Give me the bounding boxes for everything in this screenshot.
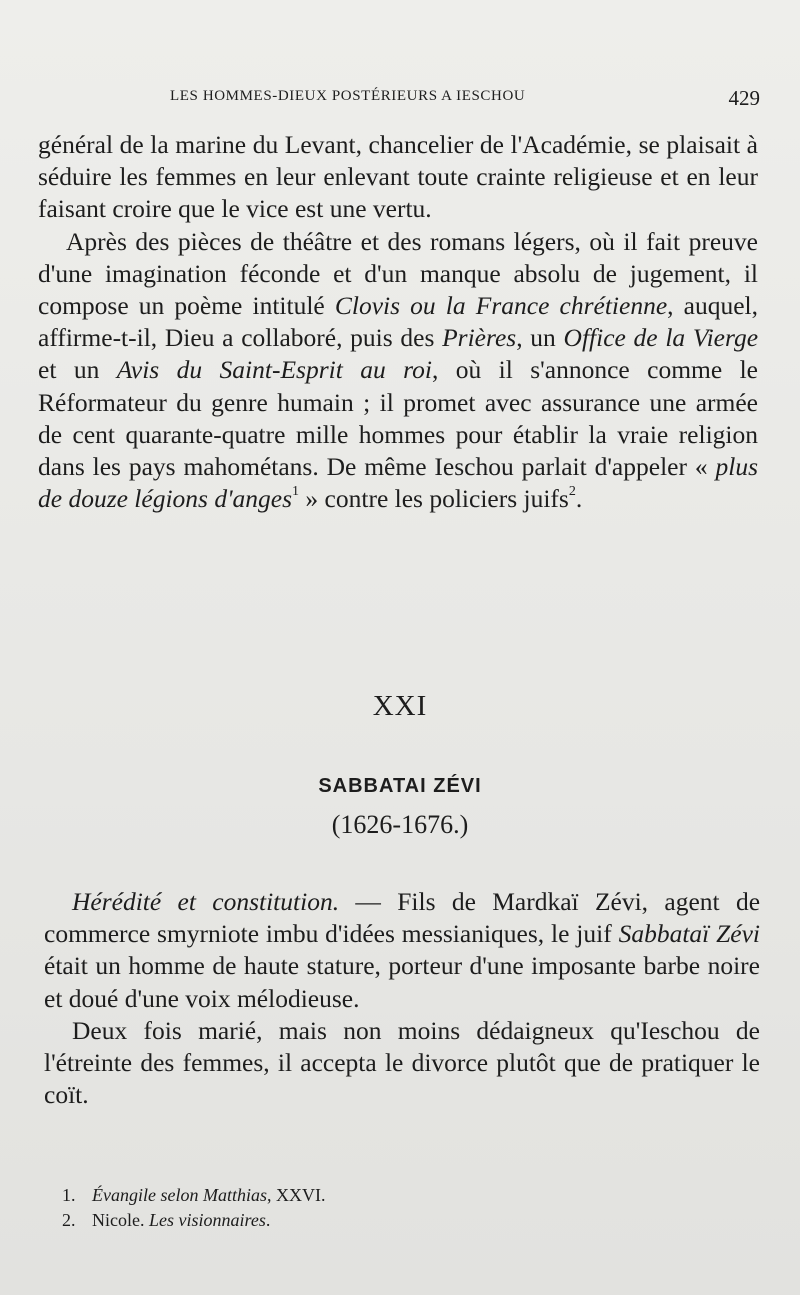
- chapter-dates: (1626-1676.): [331, 810, 469, 839]
- text-run: était un homme de haute stature, porteur d'une imposante barbe noire et doué d'une voix mélodieuse.: [44, 951, 760, 1013]
- paragraph-works: [38, 226, 758, 516]
- paragraph-mariage: Deux fois marié, mais non moins dédaigneux qu'Ieschou de l'étreinte des femmes, il accepta le divorce plutôt que de pratiquer le coït.: [44, 1015, 760, 1110]
- work-title-clovis: Clovis ou la France chrétienne: [334, 291, 668, 321]
- chapter-number: XXI: [372, 690, 428, 722]
- paragraph-heredite: [44, 886, 760, 1015]
- text-run: , où il s'annonce comme le Réformateur du genre humain ; il promet avec assurance une armée de cent quarante-quatre mille hommes pour établir la vraie religion dans les pays mahométans. De même Ieschou parlait d'appeler «: [38, 355, 758, 482]
- paragraph-continued: général de la marine du Levant, chancelier de l'Académie, se plaisait à séduire les femmes en leur enlevant toute crainte religieuse et en leur faisant croire que le vice est une vertu.: [38, 130, 758, 224]
- footnote-source-title: Les visionnaires: [148, 1210, 266, 1230]
- running-title: LES HOMMES-DIEUX POSTÉRIEURS A IESCHOU: [170, 88, 526, 104]
- work-title-office: Office de la Vierge: [563, 323, 759, 353]
- text-run: et un: [38, 355, 117, 385]
- text-run: .: [575, 484, 583, 514]
- footnotes: [62, 1183, 702, 1233]
- text-run: Après des pièces de théâtre et des romans légers, où il fait preuve d'une imagination féconde et d'un manque absolu de jugement, il compose un poème intitulé: [38, 226, 758, 321]
- footnote-author: Nicole.: [92, 1210, 149, 1230]
- footnote-number: 2.: [62, 1210, 76, 1230]
- page-number: 429: [728, 86, 760, 110]
- footnote-ref-2[interactable]: 2: [568, 484, 576, 500]
- work-title-prieres: Prières: [442, 323, 517, 353]
- footnote-number: 1.: [62, 1185, 76, 1205]
- running-head: [40, 88, 760, 112]
- text-run: » contre les policiers juifs: [299, 484, 569, 514]
- chapter-title: SABBATAI ZÉVI: [318, 775, 482, 797]
- section-lead: Hérédité et constitution.: [72, 887, 340, 916]
- footnote-source-title: Évangile selon Matthias: [92, 1185, 267, 1205]
- body-text-top: [38, 129, 758, 515]
- text-run: , un: [516, 323, 564, 353]
- person-name: Sabbataï Zévi: [618, 919, 760, 949]
- text-run: , auquel, affirme-t-il, Dieu a collaboré, puis des: [38, 291, 758, 353]
- footnote-text: , XXVI.: [266, 1185, 326, 1205]
- body-text-bottom: [44, 886, 760, 1111]
- footnote-ref-1[interactable]: 1: [292, 484, 300, 500]
- footnote-1: [62, 1183, 702, 1208]
- footnote-2: [62, 1208, 702, 1233]
- text-run: — Fils de Mardkaï Zévi, agent de commerce smyrniote imbu d'idées messianiques, le juif: [44, 887, 761, 949]
- work-title-avis: Avis du Saint-Esprit au roi: [116, 355, 432, 385]
- quote-legions: plus de douze légions d'anges: [38, 452, 758, 514]
- footnote-text: .: [265, 1210, 271, 1230]
